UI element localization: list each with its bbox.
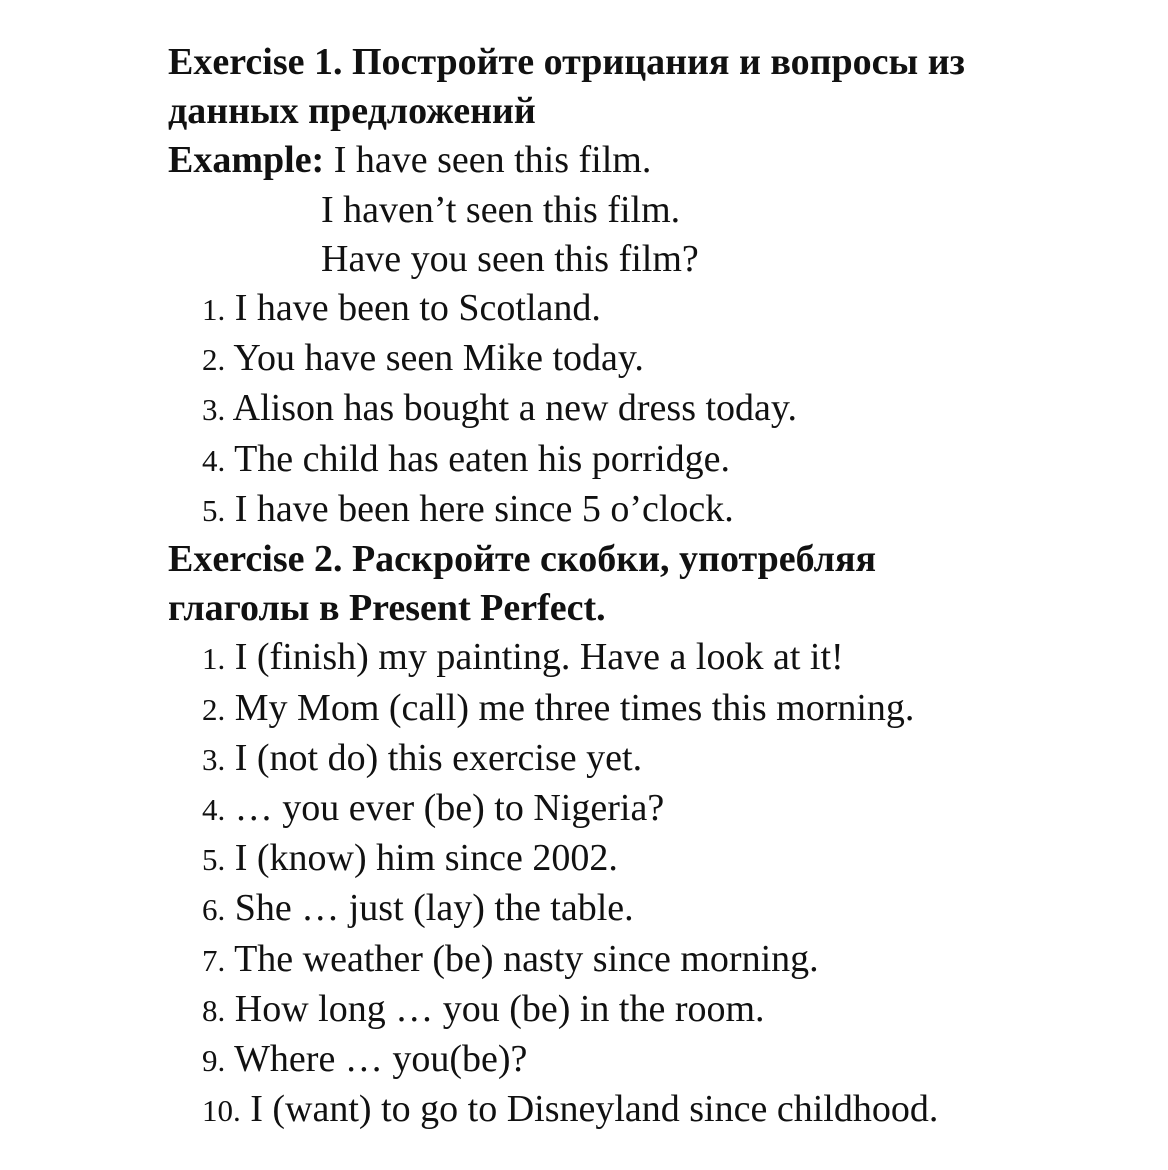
item-text: I have been here since 5 o’clock. — [225, 487, 734, 530]
item-number: 5. — [202, 842, 226, 878]
example-sentence: I have seen this film. — [324, 139, 652, 182]
exercise-1-list — [168, 284, 1128, 535]
exercise-2-title-line-1: Exercise 2. Раскройте скобки, употребляя — [168, 538, 877, 581]
list-item — [202, 834, 1128, 884]
item-text: My Mom (call) me three times this morning. — [225, 686, 915, 729]
list-item — [202, 935, 1128, 985]
item-text: I (want) to go to Disneyland since childhood. — [240, 1088, 939, 1131]
item-text: You have seen Mike today. — [225, 337, 644, 380]
item-number: 6. — [202, 892, 226, 928]
exercise-1-title-line-1: Exercise 1. Постройте отрицания и вопросы из — [168, 41, 965, 83]
item-number: 3. — [202, 392, 226, 428]
item-text: The weather (be) nasty since morning. — [225, 937, 819, 980]
exercise-2 — [168, 535, 1128, 1135]
item-number: 3. — [202, 741, 226, 777]
list-item — [202, 485, 1128, 535]
item-text: I (know) him since 2002. — [225, 837, 618, 880]
list-item — [202, 1035, 1128, 1085]
list-item — [202, 684, 1128, 734]
item-number: 4. — [202, 792, 226, 828]
item-text: I (not do) this exercise yet. — [225, 736, 643, 779]
example-label: Example: — [168, 139, 325, 182]
item-text: She … just (lay) the table. — [225, 887, 634, 930]
example-question: Have you seen this film? — [321, 237, 699, 280]
list-item — [202, 784, 1128, 834]
item-text: How long … you (be) in the room. — [225, 987, 765, 1030]
item-number: 1. — [202, 641, 226, 677]
exercise-1 — [168, 38, 1128, 535]
list-item — [202, 734, 1128, 784]
list-item — [202, 985, 1128, 1035]
list-item — [202, 384, 1128, 434]
item-text: I (finish) my painting. Have a look at it! — [225, 636, 844, 679]
list-item — [202, 1085, 1128, 1135]
exercise-1-title-line-2: данных предложений — [168, 90, 536, 133]
list-item — [202, 884, 1128, 934]
example-line — [168, 136, 1128, 185]
item-number: 8. — [202, 992, 226, 1028]
item-number: 2. — [202, 342, 226, 378]
list-item — [202, 435, 1128, 485]
exercise-2-list — [168, 633, 1128, 1135]
item-number: 2. — [202, 691, 226, 727]
list-item — [202, 334, 1128, 384]
worksheet-page — [168, 38, 1128, 1135]
item-number: 10. — [202, 1093, 241, 1129]
item-number: 7. — [202, 942, 226, 978]
item-text: The child has eaten his porridge. — [225, 437, 731, 480]
item-number: 1. — [202, 292, 226, 328]
item-text: … you ever (be) to Nigeria? — [225, 787, 665, 830]
example-negative: I haven’t seen this film. — [321, 188, 681, 231]
list-item — [202, 284, 1128, 334]
item-text: I have been to Scotland. — [225, 287, 601, 330]
item-number: 5. — [202, 492, 226, 528]
list-item — [202, 633, 1128, 683]
item-text: Alison has bought a new dress today. — [225, 387, 797, 430]
item-number: 4. — [202, 442, 226, 478]
item-number: 9. — [202, 1043, 226, 1079]
exercise-2-title-line-2: глаголы в Present Perfect. — [168, 587, 606, 630]
item-text: Where … you(be)? — [225, 1038, 528, 1081]
